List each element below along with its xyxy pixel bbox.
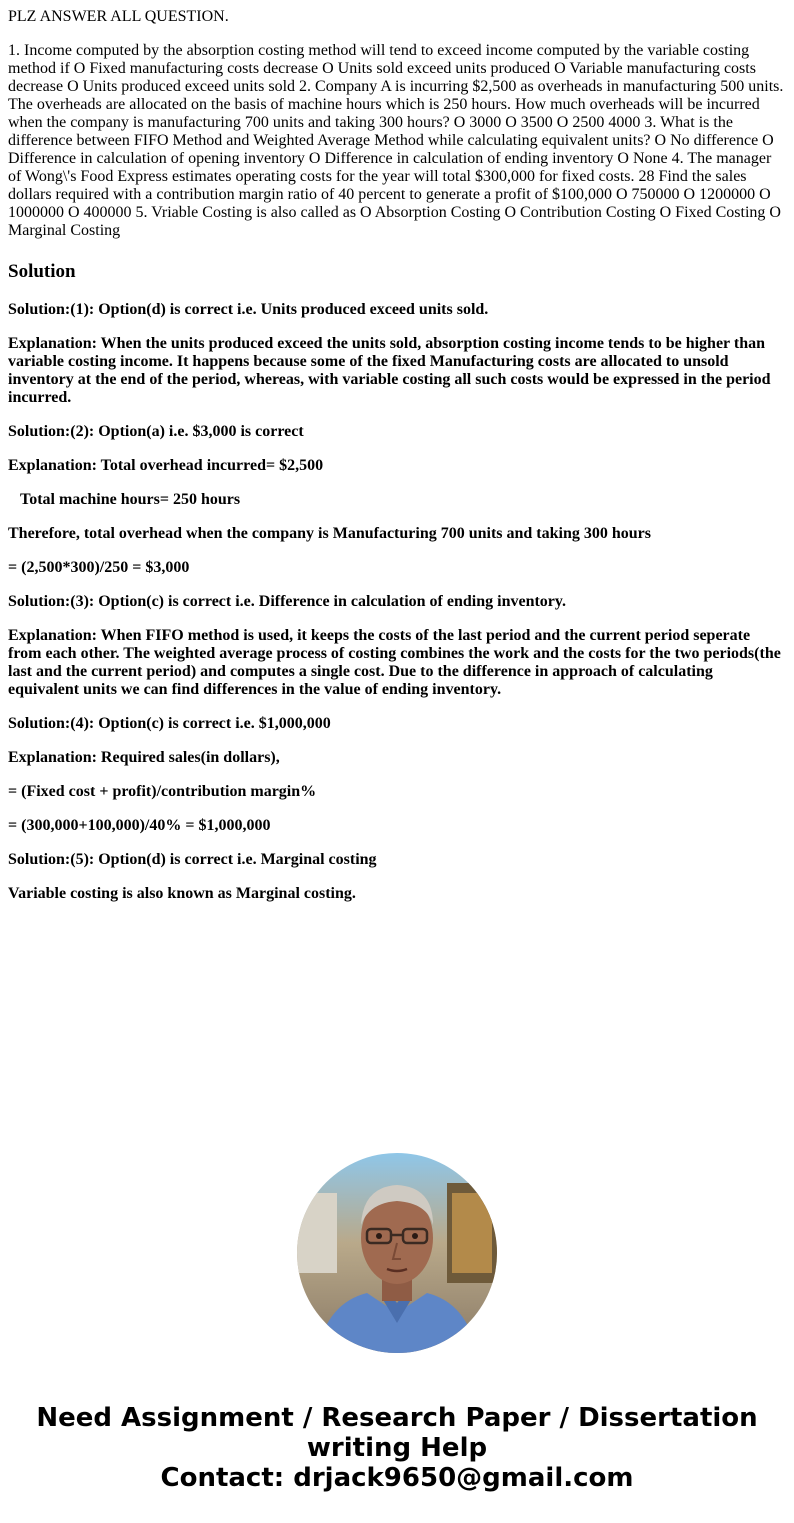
solution-line: = (300,000+100,000)/40% = $1,000,000 xyxy=(8,817,271,834)
solution-line: Total machine hours= 250 hours xyxy=(20,491,241,508)
question-body: 1. Income computed by the absorption costing method will tend to exceed income computed by the variable costing method if O Fixed manufacturing costs decrease O Units sold exceed units produced O Variable manufacturing costs decrease O Units produced exceed units sold 2. Company A is incurring $2,500 as overheads in manufacturing 500 units. The overheads are allocated on the basis of machine hours which is 250 hours. How much overheads will be incurred when the company is manufacturing 700 units and taking 300 hours? O 3000 O 3500 O 2500 4000 3. What is the difference between FIFO Method and Weighted Average Method while calculating equivalent units? O No difference O Difference in calculation of opening inventory O Difference in calculation of ending inventory O None 4. The manager of Wong\'s Food Express estimates operating costs for the year will total $300,000 for fixed costs. 28 Find the sales dollars required with a contribution margin ratio of 40 percent to generate a profit of $100,000 O 750000 O 1200000 O 1000000 O 400000 5. Vriable Costing is also called as O Absorption Costing O Contribution Costing O Fixed Costing O Marginal Costing xyxy=(8,42,784,239)
solution-line: Solution:(3): Option(c) is correct i.e. Difference in calculation of ending inventory. xyxy=(8,593,567,610)
solution-line: Explanation: Total overhead incurred= $2,500 xyxy=(8,457,324,474)
solution-line: Solution:(1): Option(d) is correct i.e. Units produced exceed units sold. xyxy=(8,301,489,318)
solution-line: Solution:(5): Option(d) is correct i.e. Marginal costing xyxy=(8,851,377,868)
person-photo-icon xyxy=(297,1153,497,1353)
solution-body xyxy=(8,301,786,903)
solution-line: Explanation: When FIFO method is used, it keeps the costs of the last period and the current period seperate from each other. The weighted average process of costing combines the work and the costs for the two periods(the last and the current period) and computes a single cost. Due to the difference in approach of calculating equivalent units we can find differences in the value of ending inventory. xyxy=(8,627,781,698)
footer-line-1: Need Assignment / Research Paper / Dissertation xyxy=(36,1403,758,1433)
solution-line: Explanation: Required sales(in dollars), xyxy=(8,749,280,766)
footer-banner xyxy=(0,1403,794,1493)
solution-line: Variable costing is also known as Marginal costing. xyxy=(8,885,356,902)
solution-line: = (2,500*300)/250 = $3,000 xyxy=(8,559,190,576)
solution-line: Solution:(2): Option(a) i.e. $3,000 is correct xyxy=(8,423,304,440)
solution-line: Solution:(4): Option(c) is correct i.e. $1,000,000 xyxy=(8,715,331,732)
footer-line-2: writing Help xyxy=(306,1433,488,1463)
solution-heading: Solution xyxy=(8,261,76,282)
solution-line: Explanation: When the units produced exceed the units sold, absorption costing income tends to be higher than variable costing income. It happens because some of the fixed Manufacturing costs are allocated to unsold inventory at the end of the period, whereas, with variable costing all such costs would be expressed in the period incurred. xyxy=(8,335,771,406)
question-title: PLZ ANSWER ALL QUESTION. xyxy=(8,8,229,25)
document-content xyxy=(8,8,786,919)
solution-line: Therefore, total overhead when the company is Manufacturing 700 units and taking 300 hours xyxy=(8,525,651,542)
footer-contact: Contact: drjack9650@gmail.com xyxy=(160,1463,634,1493)
solution-line: = (Fixed cost + profit)/contribution margin% xyxy=(8,783,317,800)
